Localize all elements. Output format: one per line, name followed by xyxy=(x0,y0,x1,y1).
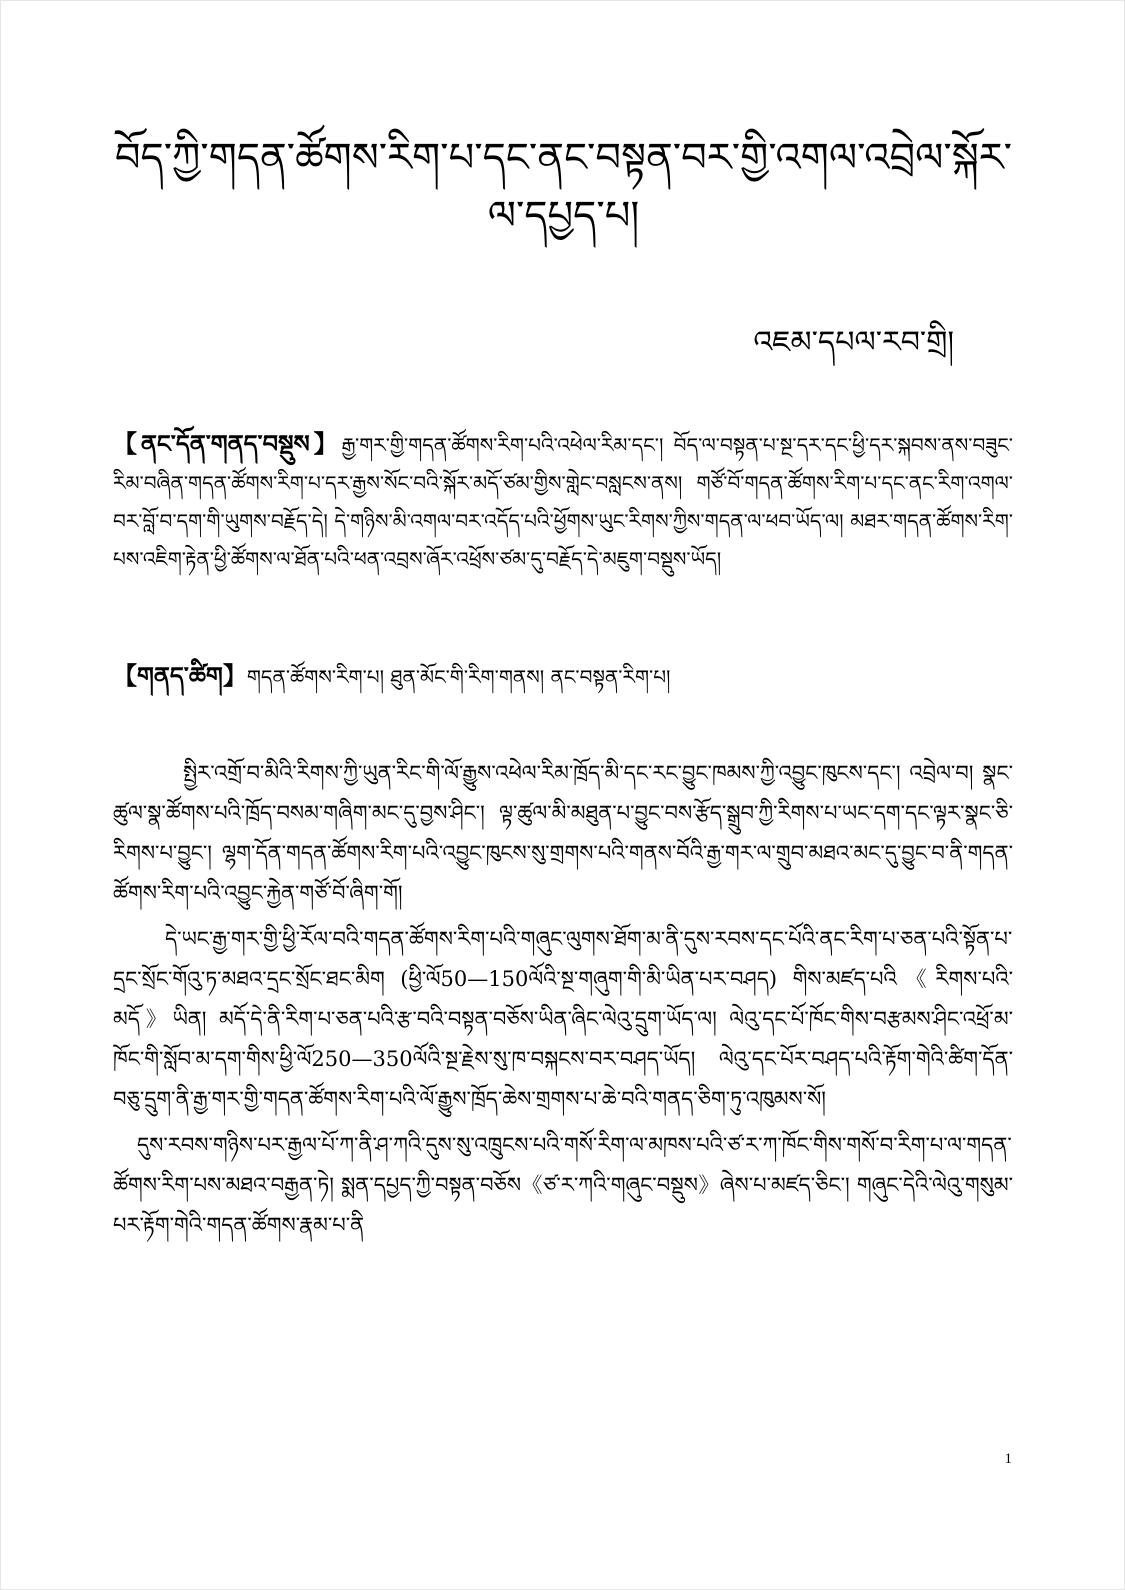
abstract-section xyxy=(113,425,1013,578)
keywords-section xyxy=(113,657,1013,696)
author-name: འཇམ་དཔལ་རབ་གྲི། xyxy=(753,325,954,360)
body-paragraph: དུས་རབས་གཉིས་པར་རྒྱལ་པོ་ཀ་ནི་ཤ་ཀའི་དུས་སུ་འཁྲུངས་པའི་གསོ་རིག་ལ་མཁས་པའི་ཙ་ར་ཀ་ཁོང་གིས་གསོ་བ་རིག་པ་ལ་གདན་ཚོགས་རིག་པས་མཐའ་བརྒྱན་ཏེ། སྨན་དཔྱད་ཀྱི་བསྟན་བཅོས《ཙ་ར་ཀའི་གཞུང་བསྡུས》ཞེས་པ་མཛད་ཅིང་། གཞུང་དེའི་ལེའུ་གསུམ་པར་རྟོག་གེའི་གདན་ཚོགས་རྣམ་པ་ནི xyxy=(113,1133,1013,1237)
body-paragraph: དེ་ཡང་རྒྱ་གར་གྱི་ཕྱི་རོལ་བའི་གདན་ཚོགས་རིག་པའི་གཞུང་ལུགས་ཐོག་མ་ནི་དུས་རབས་དང་པོའི་ནང་རིག་པ་ཅན་པའི་སྟོན་པ་དྲང་སྲོང་གོའུ་ཏ་མཐའ་དྲང་སྲོང་ཐང་མིག (ཕྱི་ལོ50—150ལོའི་སྔ་གཞུག་གི་མི་ཡིན་པར་བཤད) གིས་མཛད་པའི《རིགས་པའི་མདོ》ཡིན། མདོ་དེ་ནི་རིག་པ་ཅན་པའི་རྩ་བའི་བསྟན་བཅོས་ཡིན་ཞིང་ལེའུ་དྲུག་ཡོད་ལ། ལེའུ་དང་པོ་ཁོང་གིས་བརྩམས་ཤིང་འཕྲོ་མ་ཁོང་གི་སློབ་མ་དག་གིས་ཕྱི་ལོ250—350ལོའི་སྔ་རྗེས་སུ་ཁ་བསྐངས་བར་བཤད་ཡོད། ལེའུ་དང་པོར་བཤད་པའི་རྟོག་གེའི་ཚིག་དོན་བཅུ་དྲུག་ནི་རྒྱ་གར་གྱི་གདན་ཚོགས་རིག་པའི་ལོ་རྒྱུས་ཁྲོད་ཆེས་གྲགས་པ་ཆེ་བའི་གནད་ཅིག་ཏུ་འཁུམས་སོ། xyxy=(113,927,1013,1111)
body-text xyxy=(113,753,1013,1251)
abstract-label: 【ནང་དོན་གནད་བསྡུས】 xyxy=(113,429,342,458)
abstract-text: རྒྱ་གར་གྱི་གདན་ཚོགས་རིག་པའི་འཕེལ་རིམ་དང་། བོད་ལ་བསྟན་པ་སྔ་དར་དང་ཕྱི་དར་སྐབས་ནས་བཟུང་རིམ་བཞིན་གདན་ཚོགས་རིག་པ་དར་རྒྱས་སོང་བའི་སྐོར་མདོ་ཙམ་གྱིས་གླེང་བསླངས་ནས། གཙོ་བོ་གདན་ཚོགས་རིག་པ་དང་ནང་རིག་འགལ་བར་བློ་བ་དག་གི་ཡུགས་བརྗོད་དེ། དེ་གཉིས་མི་འགལ་བར་འདོད་པའི་ཕྱོགས་ཡུང་རིགས་ཀྱིས་གདན་ལ་ཕབ་ཡོད་ལ། མཐར་གདན་ཚོགས་རིག་པས་འཇིག་རྟེན་ཕྱི་ཚོགས་ལ་ཐོན་པའི་ཕན་འབྲས་ཞོར་འཕྲོས་ཙམ་དུ་བརྗོད་དེ་མཇུག་བསྡུས་ཡོད། xyxy=(113,433,1013,571)
keywords-label: 【གནད་ཚིག】 xyxy=(113,661,247,690)
keywords-text: གདན་ཚོགས་རིག་པ། ཐུན་མོང་གི་རིག་གནས། ནང་བསྟན་རིག་པ། xyxy=(246,665,671,689)
page-title: བོད་ཀྱི་གདན་ཚོགས་རིག་པ་དང་ནང་བསྟན་བར་གྱི་འགལ་འབྲེལ་སྐོར་ལ་དཔྱད་པ། xyxy=(114,135,1013,239)
body-paragraph: སྤྱིར་འགྲོ་བ་མིའི་རིགས་ཀྱི་ཡུན་རིང་གི་ལོ་རྒྱུས་འཕེལ་རིམ་ཁྲོད་མི་དང་རང་བྱུང་ཁམས་ཀྱི་འབྱུང་ཁུངས་དང་། འབྲེལ་བ། སྣང་ཚུལ་སྣ་ཚོགས་པའི་ཁྲོད་བསམ་གཞིག་མང་དུ་བྱས་ཤིང་། ལྟ་ཚུལ་མི་མཐུན་པ་བྱུང་བས་རྩོད་སྒྲུབ་ཀྱི་རིགས་པ་ཡང་དག་དང་ལྟར་སྣང་ཅི་རིགས་པ་བྱུང་། ལྷག་དོན་གདན་ཚོགས་རིག་པའི་འབྱུང་ཁུངས་སུ་གྲགས་པའི་གནས་བོའི་རྒྱ་གར་ལ་གྲུབ་མཐའ་མང་དུ་བྱུང་བ་ནི་གདན་ཚོགས་རིག་པའི་འབྱུང་རྐྱེན་གཙོ་བོ་ཞིག་གོ། xyxy=(113,761,1013,905)
page-number: 1 xyxy=(1004,1451,1012,1467)
